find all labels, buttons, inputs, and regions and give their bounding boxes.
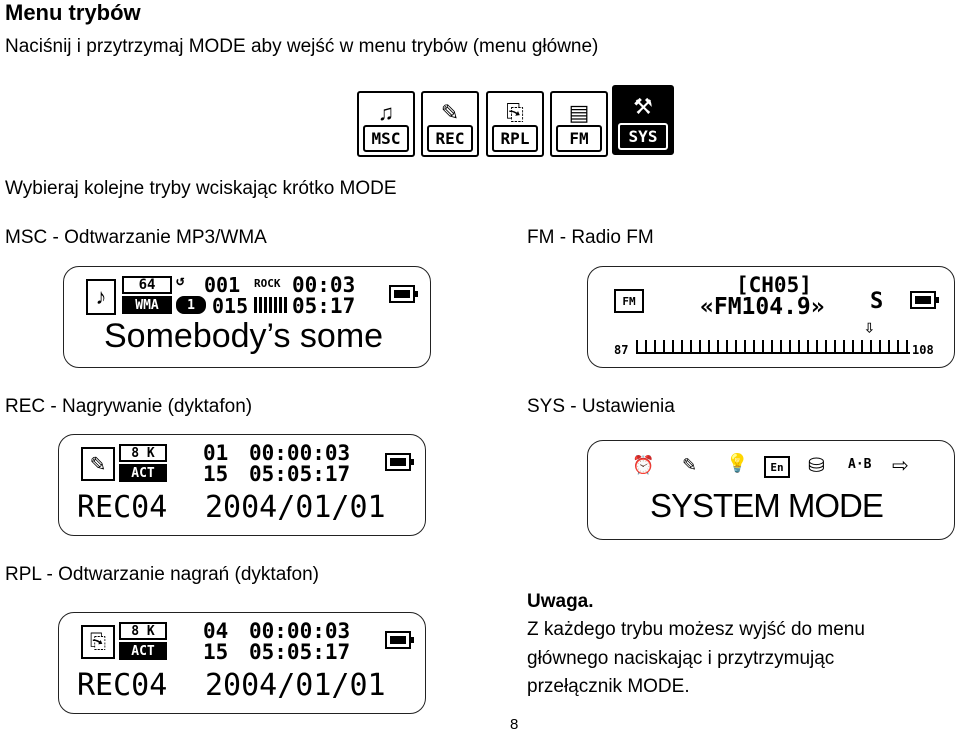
- frequency-scale: [636, 340, 910, 354]
- replay-icon: ⎘: [506, 100, 524, 125]
- ab-repeat-icon: A·B: [848, 457, 872, 472]
- note-line-3: przełącznik MODE.: [527, 676, 690, 697]
- system-mode-label: SYSTEM MODE: [650, 487, 883, 524]
- level-meter-icon: [254, 297, 288, 313]
- sys-display: [587, 440, 955, 540]
- battery-icon: [385, 453, 411, 471]
- rpl-caption: RPL - Odtwarzanie nagrań (dyktafon): [5, 564, 320, 585]
- repeat-icon: ↺: [176, 273, 185, 289]
- record-number: 04: [203, 619, 229, 643]
- channel-label: [CH05]: [736, 273, 812, 297]
- page-number: 8: [510, 716, 519, 733]
- format-badge: WMA: [122, 296, 172, 314]
- file-name: REC04: [77, 668, 168, 703]
- radio-icon: ▤: [568, 100, 590, 125]
- bitrate-badge: 64: [122, 276, 172, 294]
- menu-item-label: REC: [427, 125, 473, 152]
- menu-item-fm[interactable]: [550, 91, 608, 157]
- music-note-icon: ♪: [86, 279, 116, 315]
- msc-display: [63, 266, 431, 368]
- scale-min: 87: [614, 343, 629, 357]
- menu-item-sys[interactable]: [612, 85, 674, 155]
- microphone-icon: ✎: [682, 455, 698, 475]
- intro-text: Naciśnij i przytrzymaj MODE aby wejść w menu trybów (menu główne): [5, 36, 599, 57]
- song-title: Somebody’s some: [104, 317, 384, 355]
- remaining-time: 05:05:17: [249, 462, 351, 486]
- msc-caption: MSC - Odtwarzanie MP3/WMA: [5, 227, 267, 248]
- total-time: 05:05:17: [249, 640, 351, 664]
- disk-icon: ⛁: [808, 455, 825, 477]
- select-hint: Wybieraj kolejne tryby wciskając krótko MODE: [5, 178, 397, 199]
- page-title: Menu trybów: [5, 0, 141, 25]
- time-total: 05:17: [292, 294, 356, 318]
- record-date: 2004/01/01: [205, 668, 386, 703]
- stereo-indicator: S: [870, 289, 884, 314]
- menu-item-label: FM: [556, 125, 602, 152]
- fm-caption: FM - Radio FM: [527, 227, 654, 248]
- alarm-icon: ⏰: [632, 455, 655, 475]
- menu-item-rec[interactable]: [421, 91, 479, 157]
- time-elapsed: 00:03: [292, 273, 356, 297]
- act-badge: ACT: [119, 642, 167, 660]
- repeat-mode: 1: [176, 296, 206, 314]
- microphone-icon: ✎: [81, 447, 115, 481]
- record-time: 00:00:03: [249, 441, 351, 465]
- battery-icon: [385, 631, 411, 649]
- replay-icon: ⎘: [81, 625, 115, 659]
- language-icon: En: [764, 456, 790, 478]
- tuning-arrow-icon: ⇩: [864, 317, 875, 338]
- menu-item-label: RPL: [492, 125, 538, 152]
- fm-display: [587, 266, 955, 368]
- rate-badge: 8 K: [119, 622, 167, 640]
- radio-icon: FM: [614, 289, 644, 313]
- battery-icon: [910, 291, 936, 309]
- menu-item-label: SYS: [618, 123, 668, 150]
- note-line-1: Z każdego trybu możesz wyjść do menu: [527, 619, 865, 640]
- bulb-icon: 💡: [726, 453, 749, 473]
- menu-item-rpl[interactable]: [486, 91, 544, 157]
- note-line-2: głównego naciskając i przytrzymując: [527, 648, 835, 669]
- note-title: Uwaga.: [527, 591, 594, 612]
- file-name: REC04: [77, 490, 168, 525]
- record-date: 2004/01/01: [205, 490, 386, 525]
- microphone-icon: ✎: [440, 100, 460, 125]
- menu-item-label: MSC: [363, 125, 409, 152]
- rec-display: [58, 434, 426, 536]
- rec-caption: REC - Nagrywanie (dyktafon): [5, 396, 253, 417]
- scale-max: 108: [912, 343, 934, 357]
- sys-caption: SYS - Ustawienia: [527, 396, 675, 417]
- record-total: 15: [203, 462, 229, 486]
- tools-icon: ⚒: [633, 94, 653, 119]
- track-number: 001: [204, 273, 241, 297]
- record-number: 01: [203, 441, 229, 465]
- record-total: 15: [203, 640, 229, 664]
- rate-badge: 8 K: [119, 444, 167, 462]
- act-badge: ACT: [119, 464, 167, 482]
- menu-item-msc[interactable]: [357, 91, 415, 157]
- arrow-icon: ⇨: [892, 455, 909, 477]
- frequency: «FM104.9»: [700, 294, 825, 320]
- music-note-icon: ♫: [377, 100, 395, 125]
- battery-icon: [389, 285, 415, 303]
- rpl-display: [58, 612, 426, 714]
- playback-time: 00:00:03: [249, 619, 351, 643]
- eq-label: ROCK: [254, 277, 281, 290]
- track-total: 015: [212, 294, 249, 318]
